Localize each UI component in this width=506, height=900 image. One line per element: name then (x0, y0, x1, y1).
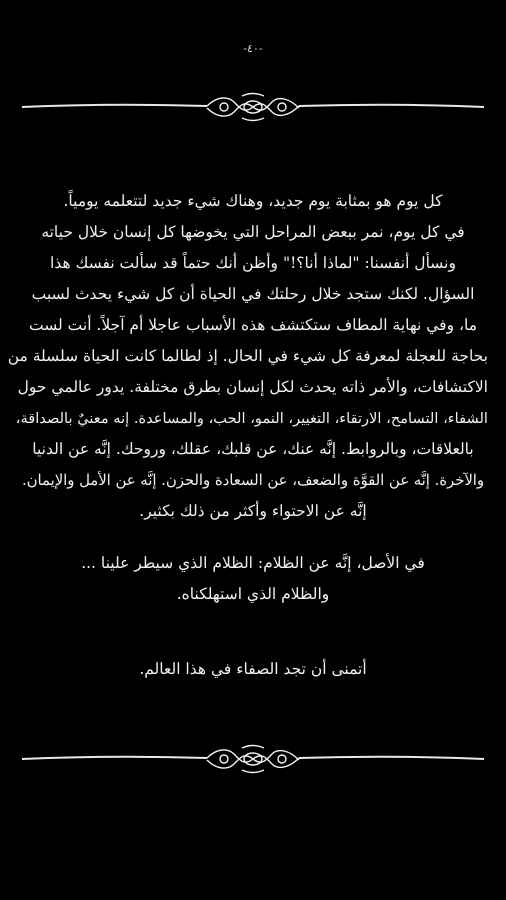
text-line: أتمنى أن تجد الصفاء في هذا العالم. (139, 660, 367, 678)
text-line: كل يوم هو بمثابة يوم جديد، وهناك شيء جديد لتتعلمه يومياً. (63, 192, 443, 210)
text-line: في الأصل، إنَّه عن الظلام: الظلام الذي سيطر علينا ... (81, 554, 425, 572)
ornamental-divider-bottom (22, 744, 484, 774)
text-line: والآخرة. إنَّه عن القوَّة والضعف، عن السعادة والحزن. إنَّه عن الأمل والإيمان. (21, 472, 485, 489)
paragraph-1 (7, 186, 488, 527)
paragraph-2 (18, 548, 488, 610)
text-line: في كل يوم، نمر ببعض المراحل التي يخوضها كل إنسان خلال حياته (41, 223, 465, 241)
closing-line (18, 654, 488, 685)
text-line: الشفاء، التسامح، الارتقاء، التغيير، النمو، الحب، والمساعدة. إنه معنيٌ بالصداقة، (15, 410, 488, 427)
text-line: والظلام الذي استهلكناه. (176, 585, 330, 603)
text-line: ونسأل أنفسنا: "لماذا أنا؟!" وأظن أنك حتماً قد سألت نفسك هذا (50, 254, 456, 272)
text-line: الاكتشافات، والأمر ذاته يحدث لكل إنسان بطرق مختلفة. يدور عالمي حول (17, 378, 488, 396)
text-line: ما، وفي نهاية المطاف ستكتشف هذه الأسباب عاجلا أم آجلاً. أنت لست (28, 316, 478, 334)
page-number: -٤٠- (243, 42, 263, 55)
text-line: بالعلاقات، وبالروابط. إنَّه عنك، عن قلبك، عقلك، وروحك. إنَّه عن الدنيا (32, 440, 474, 458)
text-line: بحاجة للعجلة لمعرفة كل شيء في الحال. إذ لطالما كانت الحياة سلسلة من (7, 347, 488, 365)
text-line: إنَّه عن الاحتواء وأكثر من ذلك بكثير. (139, 502, 367, 520)
text-line: السؤال. لكنك ستجد خلال رحلتك في الحياة أن كل شيء يحدث لسبب (31, 285, 475, 303)
ornamental-divider-top (22, 92, 484, 122)
